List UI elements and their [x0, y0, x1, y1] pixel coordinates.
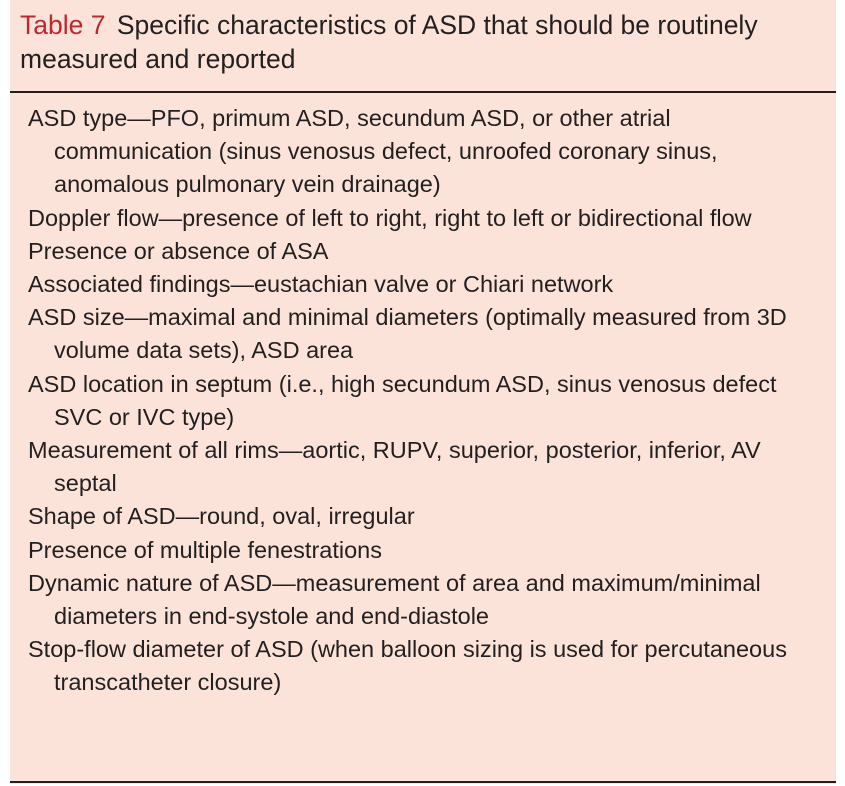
- list-item: Shape of ASD—round, oval, irregular: [28, 503, 415, 530]
- list-item: Dynamic nature of ASD—measurement of area and maximum/minimal diameters in end-systole and end-diastole: [28, 569, 761, 630]
- table-caption: [20, 8, 820, 76]
- characteristics-list: [28, 102, 818, 700]
- list-item: Measurement of all rims—aortic, RUPV, superior, posterior, inferior, AV septal: [28, 437, 761, 497]
- top-rule: [10, 91, 836, 93]
- list-item: ASD type—PFO, primum ASD, secundum ASD, or other atrial communication (sinus venosus defect, unroofed coronary sinus, anomalous pulmonary vein drainage): [28, 105, 718, 198]
- table-container: [10, 0, 836, 784]
- table-title: Specific characteristics of ASD that should be routinely measured and reported: [20, 10, 758, 74]
- list-item: Presence of multiple fenestrations: [28, 536, 382, 563]
- list-item: ASD location in septum (i.e., high secundum ASD, sinus venosus defect SVC or IVC type): [28, 370, 777, 430]
- list-item: Stop-flow diameter of ASD (when balloon sizing is used for percutaneous transcatheter closure): [28, 636, 787, 696]
- table-label: Table 7: [20, 10, 106, 40]
- list-item: Associated findings—eustachian valve or Chiari network: [28, 271, 614, 298]
- list-item: ASD size—maximal and minimal diameters (optimally measured from 3D volume data sets), ASD area: [28, 304, 787, 364]
- list-item: Presence or absence of ASA: [28, 237, 329, 264]
- bottom-rule: [10, 781, 836, 783]
- list-item: Doppler flow—presence of left to right, right to left or bidirectional flow: [28, 204, 752, 231]
